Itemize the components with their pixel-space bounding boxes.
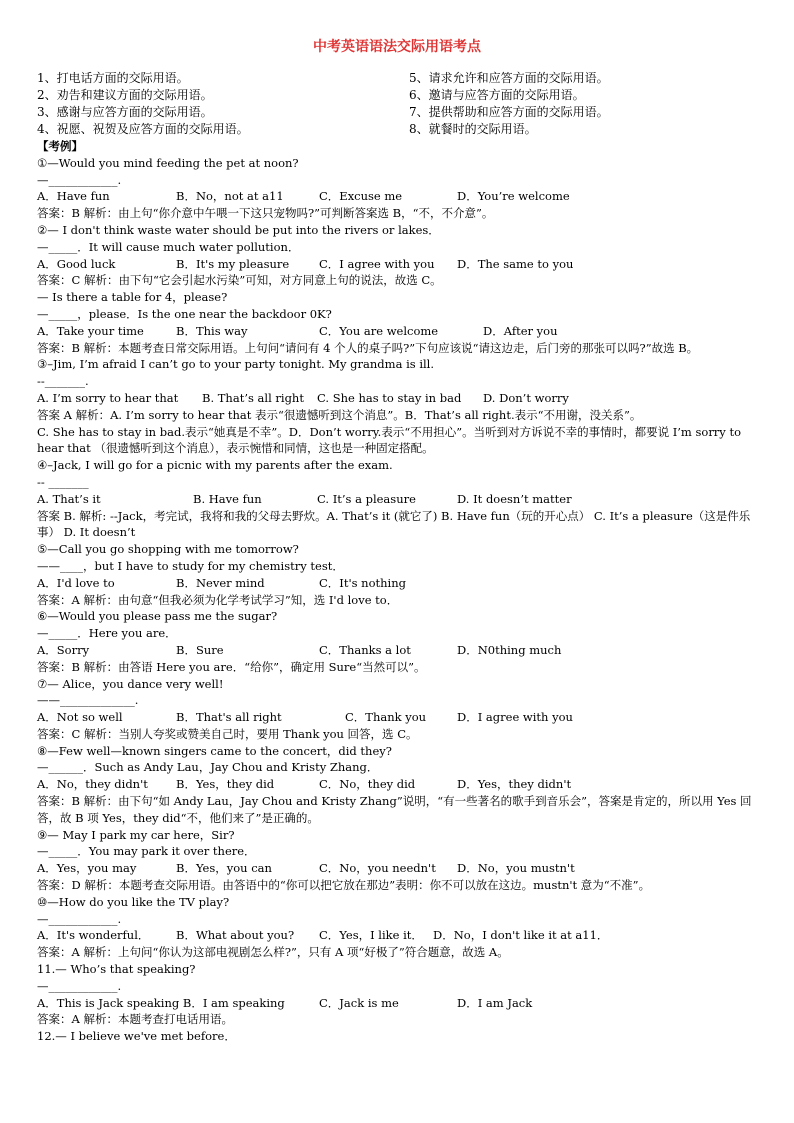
option-c: C．Excuse me [319,189,403,204]
option-a: A．Have fun [37,189,110,204]
option-d: D．Yes，they didn't [457,777,572,792]
answer-explanation: 答案：C 解析：当别人夸奖或赞美自己时，要用 Thank you 回答，选 C。 [37,726,418,741]
options-row [37,390,759,407]
options-row [37,188,759,205]
option-c: C．Thank you [345,710,427,725]
question-text: ⑨— May I park my car here，Sir? [37,827,235,842]
option-d: D．No，I don't like it at a11． [433,928,609,943]
option-c: C．You are welcome [319,323,439,338]
topic-item: 2、劝告和建议方面的交际用语。 [37,88,213,102]
option-ab: A．This is Jack speaking B．I am speaking [37,995,285,1010]
answer-blank: ——_____________. [37,693,139,708]
option-c: C. It’s a pleasure [317,491,416,506]
option-a: A．Yes，you may [37,861,137,876]
option-b: B．Yes，you can [176,861,272,876]
topic-item: 4、祝愿、祝贺及应答方面的交际用语。 [37,122,249,136]
option-a: A. That’s it [37,491,101,506]
topic-item: 1、打电话方面的交际用语。 [37,71,189,85]
topic-item: 3、感谢与应答方面的交际用语。 [37,105,213,119]
topic-row [37,87,757,104]
topic-item: 7、提供帮助和应答方面的交际用语。 [409,105,609,119]
answer-blank: ——____，but I have to study for my chemistry test． [37,558,344,573]
options-row [37,927,759,944]
option-d: D．I am Jack [457,995,533,1010]
options-row [37,860,759,877]
answer-blank: —____________. [37,172,122,187]
answer-blank: -- _______ [37,474,89,489]
option-a: A．No，they didn't [37,777,148,792]
question-text: — Is there a table for 4，please? [37,290,228,305]
answer-explanation: 答案：C 解析：由下句“它会引起水污染”可知，对方同意上句的说法，故选 C。 [37,273,442,288]
answer-blank: —_____．Here you are． [37,626,177,641]
options-row [37,575,759,592]
option-b: B．Sure [176,642,224,657]
question-text: ③–Jim, I’m afraid I can’t go to your party tonight. My grandma is ill. [37,357,435,372]
answer-explanation: 答案：B 解析：由上句“你介意中午喂一下这只宠物吗?”可判断答案选 B，“不，不介意”。 [37,206,494,221]
page-title: 中考英语语法交际用语考点 [313,39,481,55]
options-row [37,995,759,1012]
topic-list [37,70,757,138]
option-c: C．It's nothing [319,575,406,590]
option-a: A．It's wonderful． [37,928,150,943]
option-a: A．Not so well [37,710,123,725]
option-c: C．No，you needn't [319,861,436,876]
option-a: A．Good luck [37,256,116,271]
answer-blank: --_______. [37,374,89,389]
answer-explanation: 答案：A 解析：本题考查打电话用语。 [37,1012,233,1027]
option-b: B．No，not at a11 [176,189,284,204]
options-row [37,323,759,340]
question-text: ⑦— Alice，you dance very well! [37,676,224,691]
answer-blank: —____________. [37,978,122,993]
answer-explanation: 答案：B 解析：由下句“如 Andy Lau，Jay Chou and Kristy Zhang”说明，“有一些著名的歌手到音乐会”，答案是肯定的，所以用 Yes 回答，故 B 项 Yes，they did“不，他们来了”是正确的。 [37,794,752,825]
answer-blank: —_____，please．Is the one near the backdoor 0K? [37,306,332,321]
option-b: B. That’s all right [202,390,304,405]
option-b: B．Never mind [176,575,265,590]
answer-explanation: 答案 B. 解析: --Jack，考完试，我将和我的父母去野炊。A. That’s it (就它了) B. Have fun（玩的开心点） C. It’s a pleasure（这是件乐事） D. It doesn’t [37,508,751,540]
question-text: ⑥—Would you please pass me the sugar? [37,609,278,624]
option-d: D．After you [483,323,558,338]
answer-blank: —_____．You may park it over there． [37,844,256,859]
answer-blank: —____________. [37,911,122,926]
topic-item: 5、请求允许和应答方面的交际用语。 [409,71,609,85]
answer-explanation: 答案：B 解析：由答语 Here you are．“给你”，确定用 Sure“当然可以”。 [37,659,426,674]
answer-explanation: C. She has to stay in bad.表示“她真是不幸”。D．Don’t worry.表示“不用担心”。当听到对方诉说不幸的事情时，都要说 I’m sorry to hear that （很遗憾听到这个消息），表示惋惜和同情，这也是一种固定搭配。 [37,424,742,456]
topic-row [37,70,757,87]
answer-explanation: 答案 A 解析：A. I’m sorry to hear that 表示“很遗憾听到这个消息”。B．That’s all right.表示“不用谢，没关系”。 [37,407,642,422]
topic-item: 6、邀请与应答方面的交际用语。 [409,88,585,102]
option-d: D．The same to you [457,256,574,271]
question-text: ②— I don't think waste water should be put into the rivers or lakes． [37,222,440,237]
question-text: ①—Would you mind feeding the pet at noon? [37,155,299,170]
question-text: 12.— I believe we've met before． [37,1029,236,1044]
section-heading: 【考例】 [37,139,83,153]
answer-explanation: 答案：B 解析：本题考查日常交际用语。上句问“请问有 4 个人的桌子吗?”下句应该说“请这边走，后门旁的那张可以吗?”故选 B。 [37,340,699,355]
option-d: D．N0thing much [457,642,562,657]
option-d: D．No，you mustn't [457,861,575,876]
option-c: C．No，they did [319,777,416,792]
question-text: 11.— Who’s that speaking? [37,962,196,977]
topic-row [37,121,757,138]
option-b: B．Yes，they did [176,777,275,792]
option-c: C．Thanks a lot [319,642,411,657]
question-text: ⑤—Call you go shopping with me tomorrow? [37,542,299,557]
answer-explanation: 答案：A 解析：上句问“你认为这部电视剧怎么样?”，只有 A 项“好极了”符合题意，故选 A。 [37,945,509,960]
options-row [37,709,759,726]
option-d: D. Don’t worry [483,390,569,405]
answer-explanation: 答案：A 解析：由句意“但我必须为化学考试学习”知，选 I'd love to． [37,592,399,607]
option-b: B．It's my pleasure [176,256,290,271]
option-a: A．Take your time [37,323,144,338]
option-d: D. It doesn’t matter [457,491,572,506]
options-row [37,256,759,273]
option-c: C. She has to stay in bad [317,390,462,405]
option-a: A．Sorry [37,642,90,657]
option-c: C．Jack is me [319,995,399,1010]
option-b: B．That's all right [176,710,282,725]
options-row [37,491,759,508]
exercise-body [37,138,759,1045]
option-b: B．This way [176,323,248,338]
topic-item: 8、就餐时的交际用语。 [409,122,537,136]
option-a: A．I'd love to [37,575,115,590]
option-a: A. I’m sorry to hear that [37,390,179,405]
options-row [37,642,759,659]
option-d: D．I agree with you [457,710,573,725]
option-d: D．You’re welcome [457,189,570,204]
answer-explanation: 答案：D 解析：本题考查交际用语。由答语中的“你可以把它放在那边”表明：你不可以放在这边。mustn't 意为“不准”。 [37,878,651,893]
question-text: ⑧—Few well—known singers came to the concert，did they? [37,743,392,758]
option-b: B. Have fun [193,491,262,506]
question-text: ⑩—How do you like the TV play? [37,894,230,909]
question-text: ④–Jack, I will go for a picnic with my parents after the exam. [37,458,393,473]
topic-row [37,104,757,121]
option-c: C．Yes，I like it． [319,928,423,943]
answer-blank: —_____．It will cause much water pollution． [37,239,300,254]
option-c: C．I agree with you [319,256,435,271]
options-row [37,776,759,793]
option-b: B．What about you? [176,928,295,943]
answer-blank: —______．Such as Andy Lau，Jay Chou and Kristy Zhang． [37,760,379,775]
